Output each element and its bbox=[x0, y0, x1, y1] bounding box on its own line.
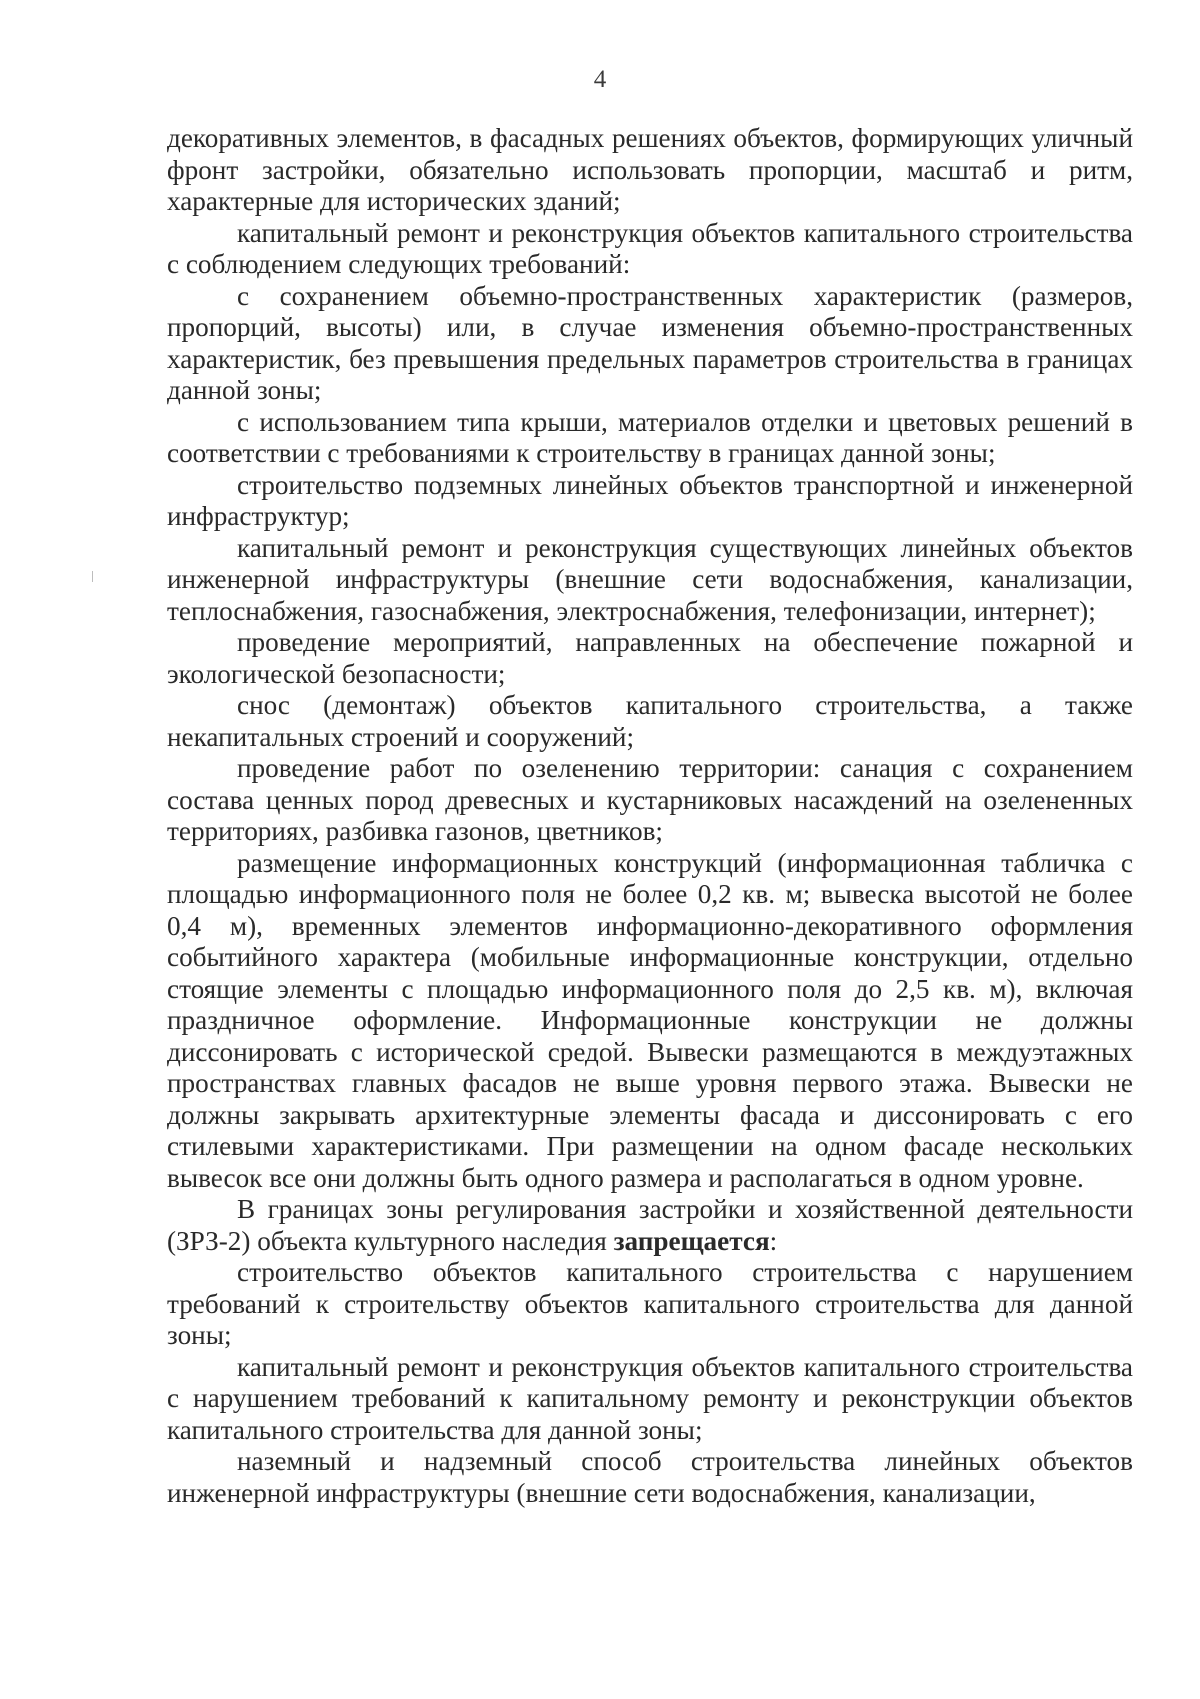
paragraph-signage: размещение информационных конструкций (информационная табличка с площадью информационного поля не более 0,2 кв. м; вывеска высотой не более 0,4 м), временных элементов информационно-декоративного оформления событийного характера (мобильные информационные конструкции, отдельно стоящие элементы с площадью информационного поля до 2,5 кв. м), включая праздничное оформление. Информационные конструкции не должны диссонировать с исторической средой. Вывески размещаются в междуэтажных пространствах главных фасадов не выше уровня первого этажа. Вывески не должны закрывать архитектурные элементы фасада и диссонировать с его стилевыми характеристиками. При размещении на одном фасаде нескольких вывесок все они должны быть одного размера и располагаться в одном уровне. bbox=[167, 847, 1133, 1193]
prohibited-keyword: запрещается bbox=[613, 1225, 770, 1256]
zone-intro-colon: : bbox=[769, 1225, 778, 1256]
document-body bbox=[167, 123, 1133, 1509]
paragraph-landscaping: проведение работ по озеленению территории: санация с сохранением состава ценных пород древесных и кустарниковых насаждений на озелененных территориях, разбивка газонов, цветников; bbox=[167, 753, 1133, 846]
paragraph-prohibition-repair: капитальный ремонт и реконструкция объектов капитального строительства с нарушением требований к капитальному ремонту и реконструкции объектов капитального строительства для данной зоны; bbox=[167, 1351, 1133, 1445]
scan-mark bbox=[92, 571, 93, 582]
paragraph-volume-preservation: с сохранением объемно-пространственных характеристик (размеров, пропорций, высоты) или, в случае изменения объемно-пространственных характеристик, без превышения предельных параметров строительства в границах данной зоны; bbox=[167, 280, 1133, 405]
paragraph-demolition: снос (демонтаж) объектов капитального строительства, а также некапитальных строений и сооружений; bbox=[167, 690, 1133, 752]
zone-intro-text: В границах зоны регулирования застройки и хозяйственной деятельности (ЗРЗ-2) объекта культурного наследия bbox=[167, 1194, 1133, 1256]
paragraph-capital-repair-requirements: капитальный ремонт и реконструкция объектов капитального строительства с соблюдением следующих требований: bbox=[167, 217, 1133, 279]
paragraph-prohibition-construction: строительство объектов капитального строительства с нарушением требований к строительству объектов капитального строительства для данной зоны; bbox=[167, 1257, 1133, 1350]
paragraph-continuation: декоративных элементов, в фасадных решениях объектов, формирующих уличный фронт застройки, обязательно использовать пропорции, масштаб и ритм, характерные для исторических зданий; bbox=[167, 123, 1133, 216]
paragraph-zone-prohibited bbox=[167, 1194, 1133, 1257]
paragraph-linear-infrastructure: капитальный ремонт и реконструкция существующих линейных объектов инженерной инфраструктуры (внешние сети водоснабжения, канализации, теплоснабжения, газоснабжения, электроснабжения, телефонизации, интернет); bbox=[167, 532, 1133, 626]
paragraph-safety-measures: проведение мероприятий, направленных на обеспечение пожарной и экологической безопасности; bbox=[167, 627, 1133, 689]
page-number: 4 bbox=[593, 66, 607, 93]
paragraph-underground-objects: строительство подземных линейных объектов транспортной и инженерной инфраструктур; bbox=[167, 469, 1133, 531]
paragraph-prohibition-above-ground: наземный и надземный способ строительства линейных объектов инженерной инфраструктуры (внешние сети водоснабжения, канализации, bbox=[167, 1446, 1133, 1508]
paragraph-roof-materials: с использованием типа крыши, материалов отделки и цветовых решений в соответствии с требованиями к строительству в границах данной зоны; bbox=[167, 406, 1133, 468]
